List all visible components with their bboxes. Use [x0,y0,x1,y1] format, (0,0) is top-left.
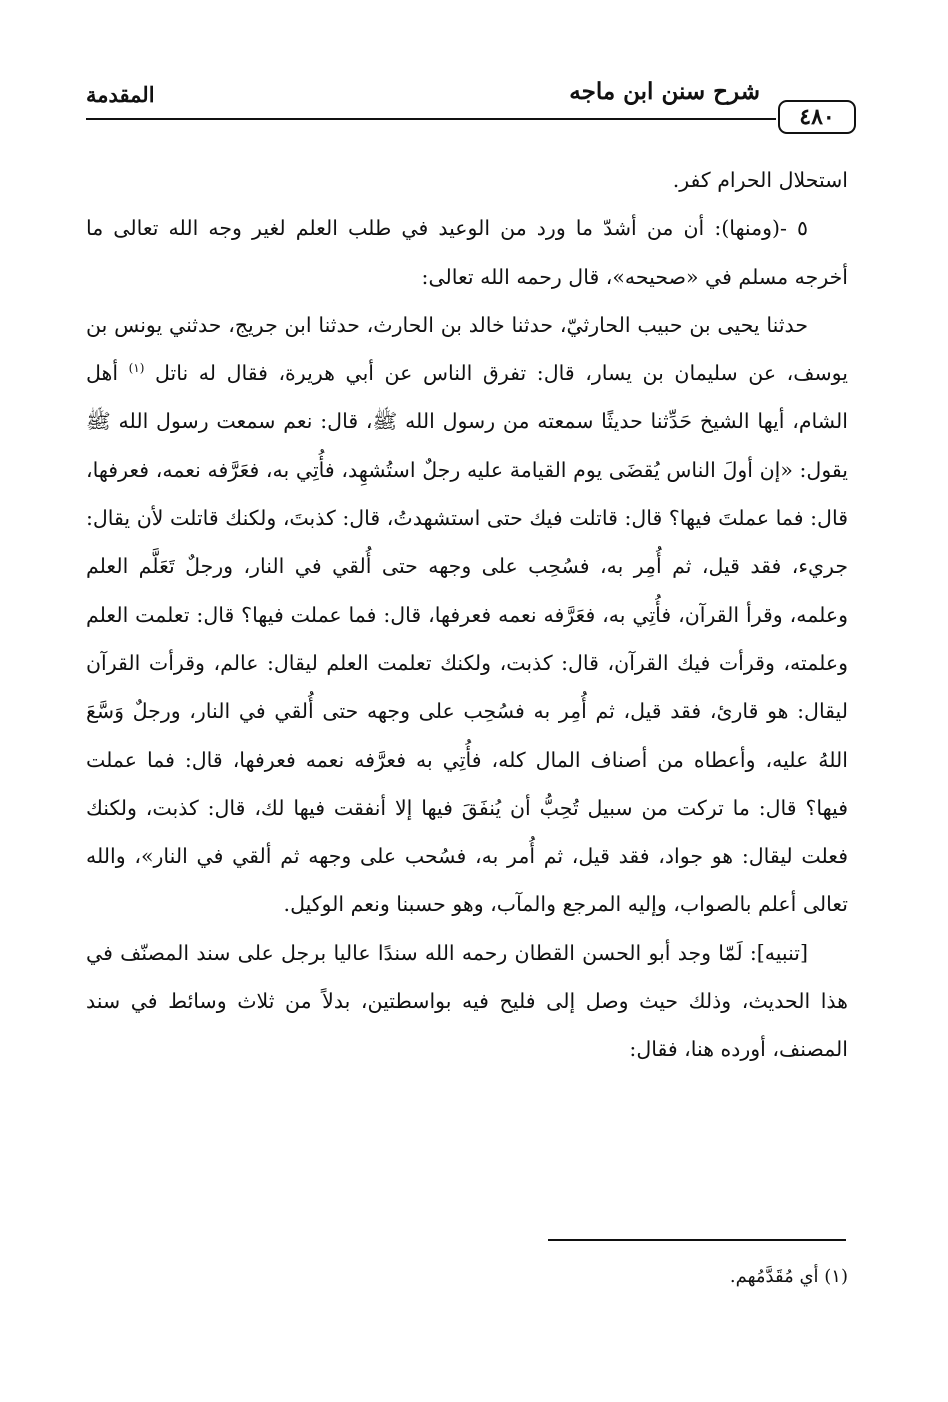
footnote: (١) أي مُقَدَّمُهم. [729,1266,848,1287]
paragraph-1: استحلال الحرام كفر. [672,168,848,192]
page-number: ٤٨٠ [778,100,856,134]
hadith-text-start: حدثنا يحيى بن حبيب الحارثيّ، حدثنا خالد بن الحارث، حدثنا ابن جريج، حدثني يونس بن يوسف، عن سليمان بن يسار، قال: تفرق الناس عن أبي هريرة، فقال له ناتل [86,312,848,386]
running-head [86,76,856,136]
footnote-rule [548,1239,846,1241]
paragraph-2: ٥ -(ومنها): أن من أشدّ ما ورد من الوعيد في طلب العلم لغير وجه الله تعالى ما أخرجه مسلم في «صحيحه»، قال رحمه الله تعالى: [86,216,848,289]
paragraph-4-note: [تنبيه]: لَمّا وجد أبو الحسن القطان رحمه الله سندًا عاليا برجل على سند المصنّف في هذا الحديث، وذلك حيث وصل إلى فليح فيه بواسطتين، بدلاً من ثلاث وسائط في سند المصنف، أورده هنا، فقال: [86,940,848,1062]
main-text [86,156,848,1074]
hadith-text-rest: أهل الشام، أيها الشيخ حَدِّثنا حديثًا سمعته من رسول الله ﷺ، قال: نعم سمعت رسول الله ﷺ يقول: «إن أولَ الناس يُقضَى يوم القيامة عليه رجلٌ استُشهِد، فأُتِي به، فعَرَّفه نعمه، فعرفها، قال: فما عملتَ فيها؟ قال: قاتلت فيك حتى استشهدتُ، قال: كذبتَ، ولكنك قاتلت لأن يقال: جريء، فقد قيل، ثم أُمِر به، فسُحِب على وجهه حتى أُلقي في النار، ورجلٌ تَعَلَّم العلم وعلمه، وقرأ القرآن، فأُتِي به، فعَرَّفه نعمه فعرفها، قال: فما عملت فيها؟ قال: تعلمت العلم وعلمته، وقرأت فيك القرآن، قال: كذبت، ولكنك تعلمت العلم ليقال: عالم، وقرأت القرآن ليقال: هو قارئ، فقد قيل، ثم أُمِر به فسُحِب على وجهه حتى أُلقي في النار، ورجلٌ وَسَّعَ اللهُ عليه، وأعطاه من أصناف المال كله، فأُتِي به فعرَّفه نعمه فعرفها، قال: فما عملت فيها؟ قال: ما تركت من سبيل تُحِبُّ أن يُنفَقَ فيها إلا أنفقت فيها لك، قال: كذبت، ولكنك فعلت ليقال: هو جواد، فقد قيل، ثم أُمر به، فسُحب على وجهه ثم ألقي في النار»، والله تعالى أعلم بالصواب، وإليه المرجع والمآب، وهو حسبنا ونعم الوكيل. [86,361,848,917]
footnote-reference: (١) [128,361,145,376]
paragraph-3-hadith [86,301,848,929]
section-title: المقدمة [86,82,155,107]
book-title: شرح سنن ابن ماجه [569,78,760,105]
header-rule [86,118,776,120]
